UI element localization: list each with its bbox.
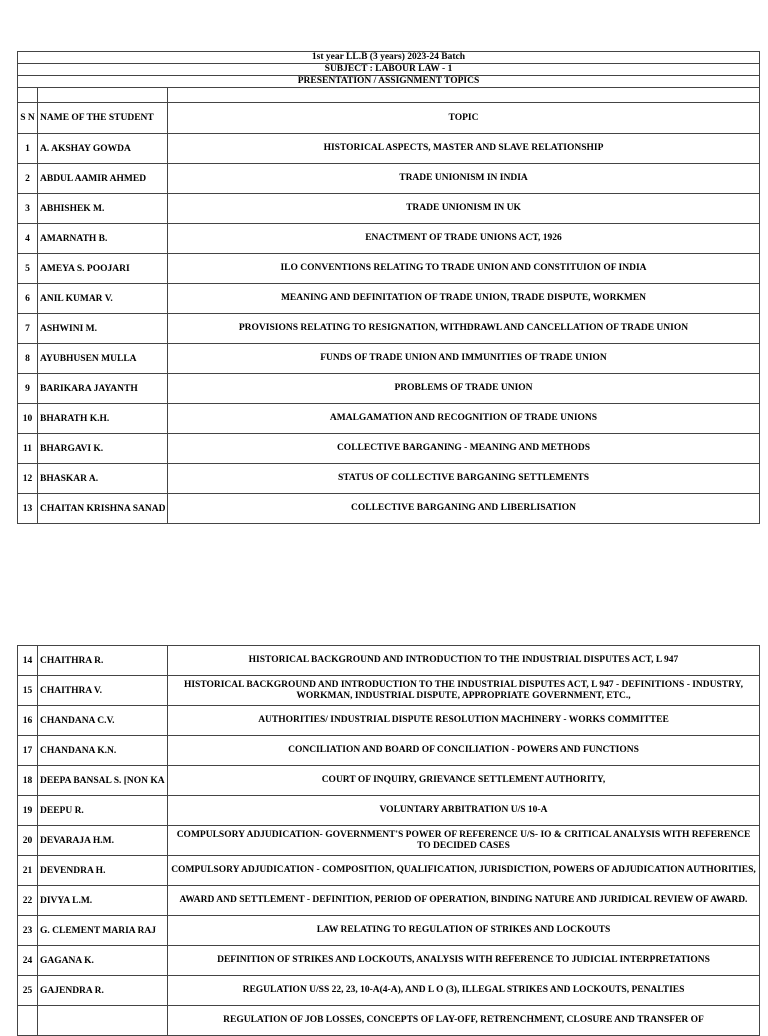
- row-topic: ENACTMENT OF TRADE UNIONS ACT, 1926: [168, 224, 760, 254]
- row-sn: 14: [18, 646, 38, 676]
- row-topic: TRADE UNIONISM IN UK: [168, 194, 760, 224]
- row-student-name: CHAITAN KRISHNA SANAD: [38, 494, 168, 524]
- table-row: [18, 404, 760, 434]
- row-student-name: GAGANA K.: [38, 946, 168, 976]
- table-row: [18, 706, 760, 736]
- row-topic: REGULATION U/SS 22, 23, 10-A(4-A), AND L O (3), ILLEGAL STRIKES AND LOCKOUTS, PENALTIES: [168, 976, 760, 1006]
- table-body-page-2: [18, 646, 760, 1036]
- table-body-page-1: [18, 134, 760, 524]
- subject-title: SUBJECT : LABOUR LAW - 1: [18, 64, 760, 76]
- row-student-name: AMARNATH B.: [38, 224, 168, 254]
- table-row: [18, 224, 760, 254]
- row-student-name: DEEPU R.: [38, 796, 168, 826]
- row-sn: 5: [18, 254, 38, 284]
- table-row: [18, 134, 760, 164]
- table-row: [18, 646, 760, 676]
- row-student-name: DIVYA L.M.: [38, 886, 168, 916]
- row-sn: [18, 1006, 38, 1036]
- table-row: [18, 314, 760, 344]
- row-sn: 7: [18, 314, 38, 344]
- row-sn: 16: [18, 706, 38, 736]
- row-student-name: BHARATH K.H.: [38, 404, 168, 434]
- row-sn: 2: [18, 164, 38, 194]
- row-student-name: BHASKAR A.: [38, 464, 168, 494]
- row-sn: 3: [18, 194, 38, 224]
- blank-cell: [18, 88, 38, 103]
- row-topic: COMPULSORY ADJUDICATION - COMPOSITION, QUALIFICATION, JURISDICTION, POWERS OF ADJUDICATION AUTHORITIES,: [168, 856, 760, 886]
- row-sn: 20: [18, 826, 38, 856]
- row-sn: 25: [18, 976, 38, 1006]
- table-row: [18, 796, 760, 826]
- row-topic: FUNDS OF TRADE UNION AND IMMUNITIES OF TRADE UNION: [168, 344, 760, 374]
- row-topic: HISTORICAL ASPECTS, MASTER AND SLAVE RELATIONSHIP: [168, 134, 760, 164]
- row-student-name: DEVARAJA H.M.: [38, 826, 168, 856]
- row-sn: 10: [18, 404, 38, 434]
- row-topic: ILO CONVENTIONS RELATING TO TRADE UNION AND CONSTITUION OF INDIA: [168, 254, 760, 284]
- row-sn: 17: [18, 736, 38, 766]
- table-row: [18, 886, 760, 916]
- topics-title: PRESENTATION / ASSIGNMENT TOPICS: [18, 76, 760, 88]
- blank-cell: [168, 88, 760, 103]
- row-topic: STATUS OF COLLECTIVE BARGANING SETTLEMENTS: [168, 464, 760, 494]
- row-topic: REGULATION OF JOB LOSSES, CONCEPTS OF LAY-OFF, RETRENCHMENT, CLOSURE AND TRANSFER OF: [168, 1006, 760, 1036]
- row-sn: 21: [18, 856, 38, 886]
- row-topic: COMPULSORY ADJUDICATION- GOVERNMENT'S POWER OF REFERENCE U/S- IO & CRITICAL ANALYSIS WITH REFERENCE TO DECIDED CASES: [168, 826, 760, 856]
- row-sn: 23: [18, 916, 38, 946]
- row-student-name: CHAITHRA V.: [38, 676, 168, 706]
- row-student-name: BARIKARA JAYANTH: [38, 374, 168, 404]
- row-topic: CONCILIATION AND BOARD OF CONCILIATION - POWERS AND FUNCTIONS: [168, 736, 760, 766]
- row-student-name: ABHISHEK M.: [38, 194, 168, 224]
- row-topic: COLLECTIVE BARGANING AND LIBERLISATION: [168, 494, 760, 524]
- row-topic: MEANING AND DEFINITATION OF TRADE UNION, TRADE DISPUTE, WORKMEN: [168, 284, 760, 314]
- table-row: [18, 284, 760, 314]
- row-sn: 8: [18, 344, 38, 374]
- row-sn: 19: [18, 796, 38, 826]
- row-student-name: [38, 1006, 168, 1036]
- row-sn: 11: [18, 434, 38, 464]
- table-row: [18, 164, 760, 194]
- row-student-name: ASHWINI M.: [38, 314, 168, 344]
- row-student-name: DEVENDRA H.: [38, 856, 168, 886]
- table-row: [18, 374, 760, 404]
- row-student-name: CHANDANA C.V.: [38, 706, 168, 736]
- row-topic: AUTHORITIES/ INDUSTRIAL DISPUTE RESOLUTION MACHINERY - WORKS COMMITTEE: [168, 706, 760, 736]
- row-topic: COURT OF INQUIRY, GRIEVANCE SETTLEMENT AUTHORITY,: [168, 766, 760, 796]
- row-topic: HISTORICAL BACKGROUND AND INTRODUCTION TO THE INDUSTRIAL DISPUTES ACT, L 947 - DEFINITIONS - INDUSTRY, WORKMAN, INDUSTRIAL DISPUTE, APPROPRIATE GOVERNMENT, ETC.,: [168, 676, 760, 706]
- row-topic: LAW RELATING TO REGULATION OF STRIKES AND LOCKOUTS: [168, 916, 760, 946]
- table-row: [18, 736, 760, 766]
- table-row: [18, 434, 760, 464]
- table-row: [18, 766, 760, 796]
- row-sn: 1: [18, 134, 38, 164]
- row-topic: PROBLEMS OF TRADE UNION: [168, 374, 760, 404]
- column-header-name: NAME OF THE STUDENT: [38, 103, 168, 134]
- row-student-name: AYUBHUSEN MULLA: [38, 344, 168, 374]
- table-row: [18, 1006, 760, 1036]
- row-sn: 24: [18, 946, 38, 976]
- row-sn: 18: [18, 766, 38, 796]
- table-row: [18, 494, 760, 524]
- column-header-topic: TOPIC: [168, 103, 760, 134]
- row-student-name: AMEYA S. POOJARI: [38, 254, 168, 284]
- row-sn: 22: [18, 886, 38, 916]
- row-student-name: CHAITHRA R.: [38, 646, 168, 676]
- row-topic: DEFINITION OF STRIKES AND LOCKOUTS, ANALYSIS WITH REFERENCE TO JUDICIAL INTERPRETATIONS: [168, 946, 760, 976]
- row-student-name: CHANDANA K.N.: [38, 736, 168, 766]
- blank-cell: [38, 88, 168, 103]
- topics-table-page-2: [17, 645, 760, 1036]
- table-row: [18, 254, 760, 284]
- row-topic: AMALGAMATION AND RECOGNITION OF TRADE UNIONS: [168, 404, 760, 434]
- row-topic: VOLUNTARY ARBITRATION U/S 10-A: [168, 796, 760, 826]
- row-topic: COLLECTIVE BARGANING - MEANING AND METHODS: [168, 434, 760, 464]
- row-student-name: BHARGAVI K.: [38, 434, 168, 464]
- table-row: [18, 826, 760, 856]
- row-sn: 13: [18, 494, 38, 524]
- row-student-name: ABDUL AAMIR AHMED: [38, 164, 168, 194]
- table-row: [18, 676, 760, 706]
- row-sn: 15: [18, 676, 38, 706]
- row-sn: 9: [18, 374, 38, 404]
- column-header-sn: S N: [18, 103, 38, 134]
- row-topic: AWARD AND SETTLEMENT - DEFINITION, PERIOD OF OPERATION, BINDING NATURE AND JURIDICAL REVIEW OF AWARD.: [168, 886, 760, 916]
- table-row: [18, 194, 760, 224]
- row-topic: HISTORICAL BACKGROUND AND INTRODUCTION TO THE INDUSTRIAL DISPUTES ACT, L 947: [168, 646, 760, 676]
- table-row: [18, 946, 760, 976]
- row-sn: 6: [18, 284, 38, 314]
- row-topic: TRADE UNIONISM IN INDIA: [168, 164, 760, 194]
- topics-table-page-1: [17, 51, 760, 524]
- table-row: [18, 976, 760, 1006]
- row-student-name: G. CLEMENT MARIA RAJ: [38, 916, 168, 946]
- row-student-name: GAJENDRA R.: [38, 976, 168, 1006]
- table-row: [18, 916, 760, 946]
- row-topic: PROVISIONS RELATING TO RESIGNATION, WITHDRAWL AND CANCELLATION OF TRADE UNION: [168, 314, 760, 344]
- batch-title: 1st year LL.B (3 years) 2023-24 Batch: [18, 52, 760, 64]
- row-student-name: ANIL KUMAR V.: [38, 284, 168, 314]
- row-student-name: DEEPA BANSAL S. [NON KA: [38, 766, 168, 796]
- row-sn: 12: [18, 464, 38, 494]
- row-sn: 4: [18, 224, 38, 254]
- table-row: [18, 856, 760, 886]
- row-student-name: A. AKSHAY GOWDA: [38, 134, 168, 164]
- table-row: [18, 464, 760, 494]
- table-row: [18, 344, 760, 374]
